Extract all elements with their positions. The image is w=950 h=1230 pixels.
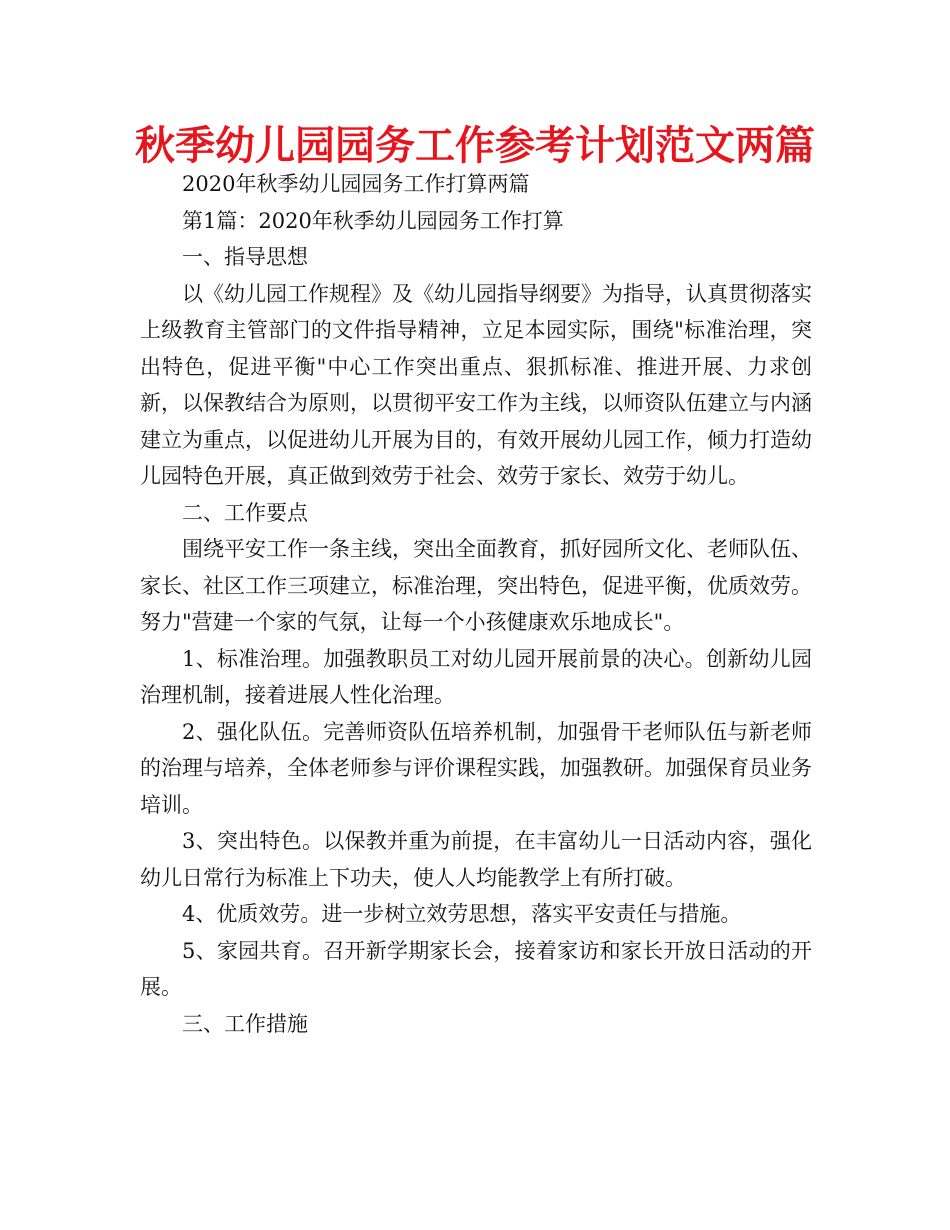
section-heading-work-points: 二、工作要点 bbox=[182, 500, 308, 525]
list-item-home-school: 5、家园共育。召开新学期家长会，接着家访和家长开放日活动的开展。 bbox=[140, 938, 812, 999]
document-body bbox=[140, 166, 812, 1042]
list-item-standard-management: 1、标准治理。加强教职员工对幼儿园开展前景的决心。创新幼儿园治理机制，接着进展人性化治理。 bbox=[140, 646, 812, 707]
paragraph-work-points: 围绕平安工作一条主线，突出全面教育，抓好园所文化、老师队伍、家长、社区工作三项建立，标准治理，突出特色，促进平衡，优质效劳。努力"营建一个家的气氛，让每一个小孩健康欢乐地成长"。 bbox=[140, 537, 812, 634]
list-item-highlight-features: 3、突出特色。以保教并重为前提，在丰富幼儿一日活动内容，强化幼儿日常行为标准上下功夫，使人人均能教学上有所打破。 bbox=[140, 829, 812, 890]
list-item-strengthen-team: 2、强化队伍。完善师资队伍培养机制，加强骨干老师队伍与新老师的治理与培养，全体老师参与评价课程实践，加强教研。加强保育员业务培训。 bbox=[140, 719, 812, 817]
list-item-quality-service: 4、优质效劳。进一步树立效劳思想，落实平安责任与措施。 bbox=[182, 902, 742, 926]
section-heading-guiding-ideology: 一、指导思想 bbox=[182, 245, 308, 269]
paragraph-guiding-ideology: 以《幼儿园工作规程》及《幼儿园指导纲要》为指导，认真贯彻落实上级教育主管部门的文件指导精神，立足本园实际，围绕"标准治理，突出特色，促进平衡"中心工作突出重点、狠抓标准、推进开展、力求创新，以保教结合为原则，以贯彻平安工作为主线，以师资队伍建立与内涵建立为重点，以促进幼儿开展为目的，有效开展幼儿园工作，倾力打造幼儿园特色开展，真正做到效劳于社会、效劳于家长、效劳于幼儿。 bbox=[140, 281, 812, 488]
paragraph-part-heading: 第1篇：2020年秋季幼儿园园务工作打算 bbox=[182, 208, 564, 233]
paragraph-subtitle: 2020年秋季幼儿园园务工作打算两篇 bbox=[182, 172, 530, 196]
section-heading-work-measures: 三、工作措施 bbox=[182, 1011, 308, 1036]
document-title: 秋季幼儿园园务工作参考计划范文两篇 bbox=[135, 123, 815, 169]
